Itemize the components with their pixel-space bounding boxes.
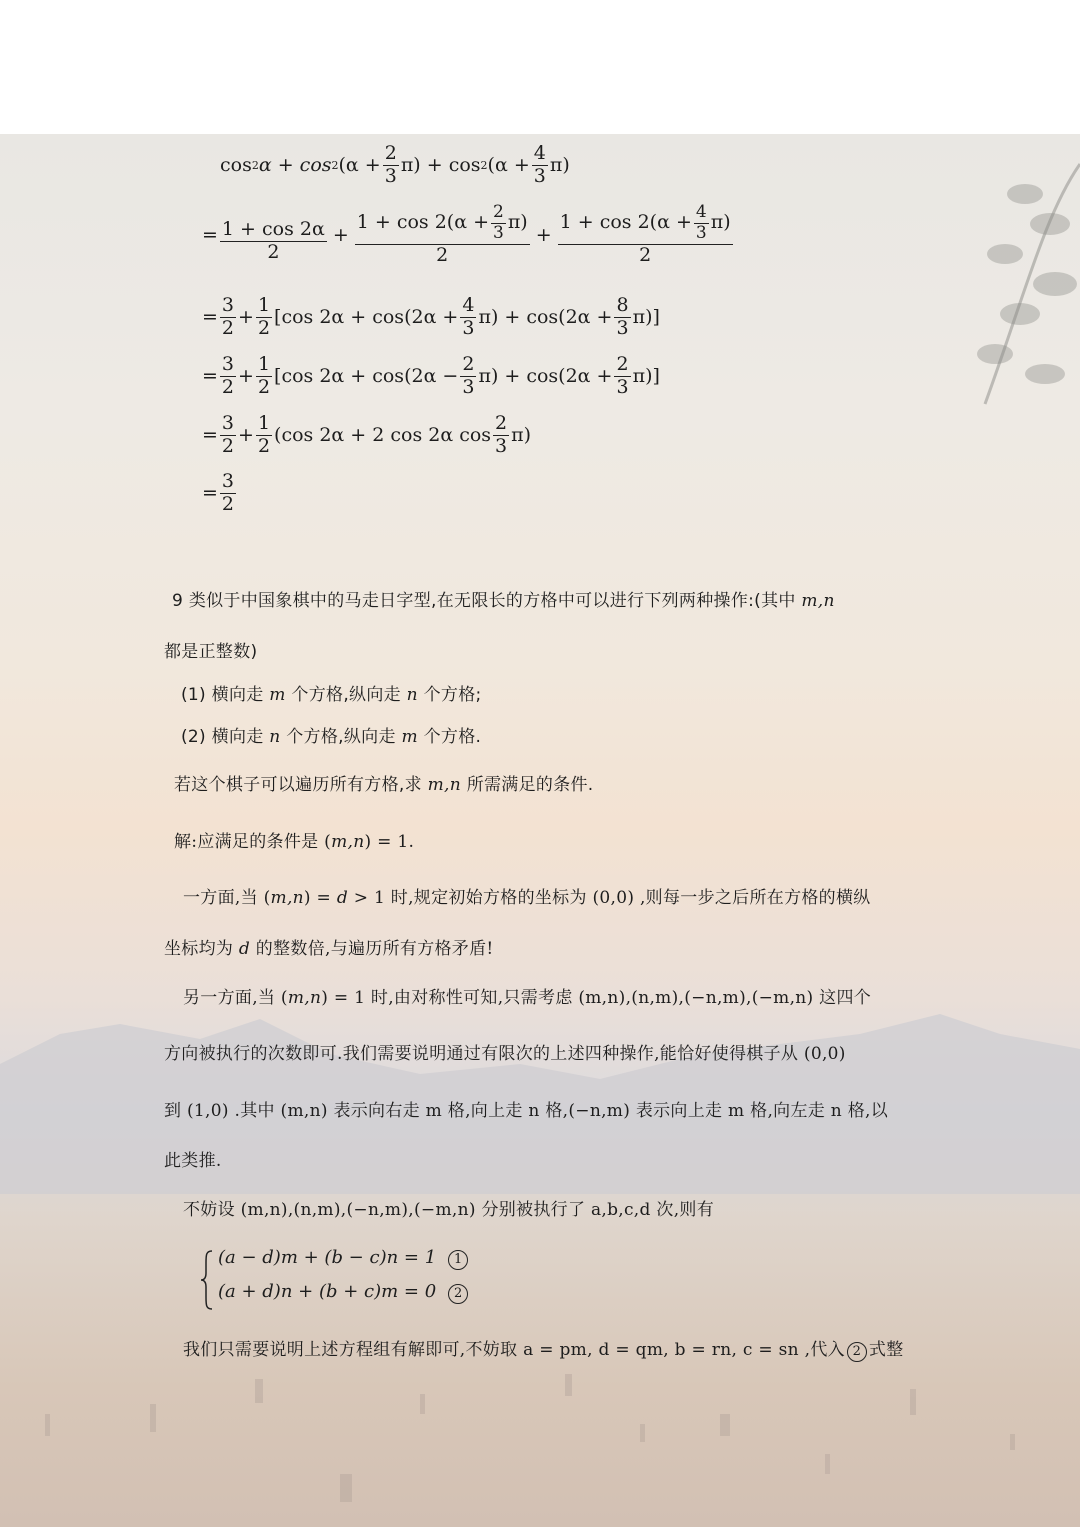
document-page (0, 134, 1080, 1527)
fraction: $\frac{1}{2}$ (257, 412, 271, 457)
fraction: $\frac{2}{3}$ (495, 412, 508, 457)
pier-posts-decoration (0, 1284, 1080, 1527)
fraction: $\frac{1}{2}$ (257, 353, 271, 398)
fraction: 1 + cos 2(α + $\frac{4}{3}$ π) 2 (559, 202, 731, 266)
fraction: $\frac{2}{3}$ (462, 353, 475, 398)
derivation-line-2: = $\frac{3}{2}$ + $\frac{1}{2}$ [cos 2α + cos(2α + $\frac{4}{3}$ π) + cos(2α + $\frac{8}{3}$ π)] (202, 294, 660, 339)
tree-branch-decoration (965, 154, 1080, 414)
fraction: $\frac{3}{2}$ (221, 470, 235, 515)
mountain-silhouette (0, 994, 1080, 1194)
problem-line-1: 9 类似于中国象棋中的马走日字型,在无限长的方格中可以进行下列两种操作:(其中 m,n (172, 591, 835, 611)
derivation-line-5: = $\frac{3}{2}$ (202, 470, 235, 515)
circled-number-2: 2 (847, 1342, 867, 1362)
equation-1: (a − d)m + (b − c)n = 1 1 (218, 1247, 468, 1270)
fraction: $\frac{2}{3}$ (384, 142, 397, 187)
equation-system-brace (200, 1249, 214, 1311)
solution-paragraph: 到 (1,0) .其中 (m,n) 表示向右走 m 格,向上走 n 格,(−n,m) 表示向上走 m 格,向左走 n 格,以 (164, 1101, 889, 1121)
derivation-line-0: cos 2 α + cos 2 (α + $\frac{2}{3}$ π) + cos 2 (α + $\frac{4}{3}$ π) (220, 142, 570, 187)
solution-paragraph: 我们只需要说明上述方程组有解即可,不妨取 a = pm, d = qm, b = rn, c = sn ,代入 2 式整 (183, 1340, 904, 1360)
equation-2: (a + d)n + (b + c)m = 0 2 (218, 1281, 468, 1304)
operation-2: (2) 横向走 n 个方格,纵向走 m 个方格. (181, 727, 482, 747)
problem-question: 若这个棋子可以遍历所有方格,求 m,n 所需满足的条件. (174, 775, 594, 795)
circled-number-2: 2 (448, 1284, 468, 1304)
derivation-line-1: = $\frac{1 + \cos 2\alpha}{2}$ + 1 + cos 2(α + $\frac{2}{3}$ π) 2 + 1 + cos 2(α + $\frac{4}{3}$ π) 2 (202, 202, 731, 266)
solution-answer: 解:应满足的条件是 (m,n) = 1. (174, 832, 415, 852)
derivation-line-4: = $\frac{3}{2}$ + $\frac{1}{2}$ (cos 2α + 2 cos 2α cos $\frac{2}{3}$ π) (202, 412, 532, 457)
circled-number-1: 1 (448, 1250, 468, 1270)
fraction: $\frac{1}{2}$ (257, 294, 271, 339)
derivation-line-3: = $\frac{3}{2}$ + $\frac{1}{2}$ [cos 2α + cos(2α − $\frac{2}{3}$ π) + cos(2α + $\frac{2}{3}$ π)] (202, 353, 660, 398)
solution-paragraph: 此类推. (164, 1151, 222, 1171)
operation-1: (1) 横向走 m 个方格,纵向走 n 个方格; (181, 685, 482, 705)
fraction: $\frac{3}{2}$ (221, 412, 235, 457)
fraction: $\frac{4}{3}$ (533, 142, 546, 187)
fraction: $\frac{8}{3}$ (616, 294, 629, 339)
fraction: $\frac{3}{2}$ (221, 294, 235, 339)
fraction: 1 + cos 2(α + $\frac{2}{3}$ π) 2 (356, 202, 528, 266)
fraction: $\frac{2}{3}$ (616, 353, 629, 398)
fraction: $\frac{3}{2}$ (221, 353, 235, 398)
solution-paragraph: 一方面,当 (m,n) = d > 1 时,规定初始方格的坐标为 (0,0) ,则每一步之后所在方格的横纵 (183, 888, 871, 908)
solution-paragraph: 方向被执行的次数即可.我们需要说明通过有限次的上述四种操作,能恰好使得棋子从 (0,0) (164, 1044, 846, 1064)
derivation-block (202, 142, 731, 524)
solution-paragraph: 坐标均为 d 的整数倍,与遍历所有方格矛盾! (164, 939, 494, 959)
solution-paragraph: 另一方面,当 (m,n) = 1 时,由对称性可知,只需考虑 (m,n),(n,m),(−n,m),(−m,n) 这四个 (183, 988, 872, 1008)
fraction: $\frac{4}{3}$ (462, 294, 475, 339)
problem-line-2: 都是正整数) (164, 642, 258, 662)
solution-paragraph: 不妨设 (m,n),(n,m),(−n,m),(−m,n) 分别被执行了 a,b,c,d 次,则有 (183, 1200, 714, 1220)
fraction: $\frac{1 + \cos 2\alpha}{2}$ (221, 218, 325, 264)
